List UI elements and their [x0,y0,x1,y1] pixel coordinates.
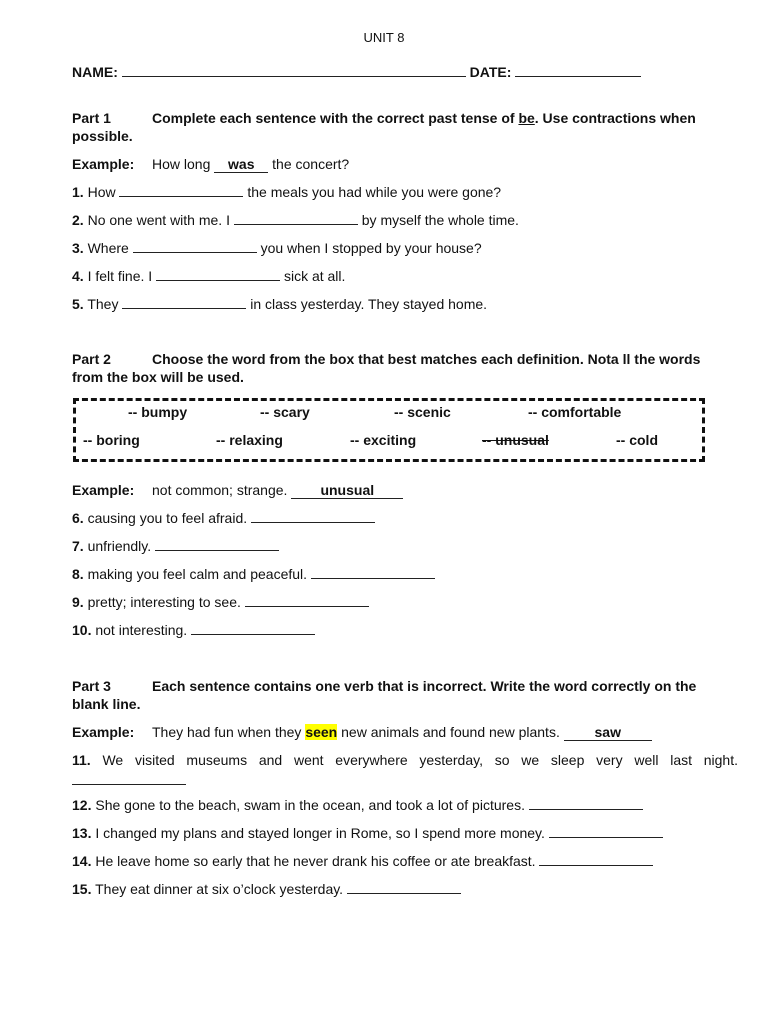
word-unusual-crossed: -- unusual [482,432,549,448]
question-text: We visited museums and went everywhere yesterday, so we sleep very well last night. [102,752,738,768]
question-10 [72,622,315,638]
date-field[interactable] [515,64,641,77]
part1-instruction-end: . Use contractions when [534,110,696,126]
question-number: 14. [72,853,92,869]
question-number: 5. [72,296,84,312]
example-label: Example: [72,156,135,172]
question-text: How [87,184,116,200]
question-number: 10. [72,622,92,638]
question-number: 11. [72,752,91,768]
answer-blank-1[interactable] [119,184,243,197]
question-number: 2. [72,212,84,228]
answer-blank-2[interactable] [234,212,358,225]
part2-instruction-cont: from the box will be used. [72,369,244,385]
question-text-end: by myself the whole time. [361,212,519,228]
question-15 [72,881,461,897]
word-bumpy: -- bumpy [128,404,188,420]
word-scenic: -- scenic [394,404,451,420]
question-text: making you feel calm and peaceful. [87,566,308,582]
question-text-end: the meals you had while you were gone? [247,184,502,200]
question-text: Where [87,240,129,256]
answer-blank-11[interactable] [72,772,186,785]
part2-example [72,482,403,499]
part1-instruction-be: be [518,110,535,126]
question-13 [72,825,663,841]
highlighted-verb: seen [305,724,338,740]
name-label: NAME: [72,64,118,80]
answer-blank-4[interactable] [156,268,280,281]
question-text: He leave home so early that he never drank his coffee or ate breakfast. [95,853,536,869]
name-date-row [72,64,641,80]
part3-instruction-cont: blank line. [72,696,141,712]
question-text-end: in class yesterday. They stayed home. [250,296,488,312]
word-exciting: -- exciting [350,432,417,448]
question-11 [72,752,738,768]
question-2 [72,212,519,228]
answer-blank-5[interactable] [122,296,246,309]
answer-blank-6[interactable] [251,510,375,523]
question-text: causing you to feel afraid. [87,510,248,526]
question-7 [72,538,279,554]
example-text-end: new animals and found new plants. [341,724,560,740]
part1-label: Part 1 [72,110,111,126]
word-cold: -- cold [616,432,658,448]
question-text: I felt fine. I [87,268,153,284]
example-label: Example: [72,724,135,740]
answer-blank-14[interactable] [539,853,653,866]
question-number: 7. [72,538,84,554]
question-number: 8. [72,566,84,582]
question-number: 3. [72,240,84,256]
word-scary: -- scary [260,404,310,420]
date-label: DATE: [469,64,512,80]
example-text-end: the concert? [272,156,350,172]
word-boring: -- boring [83,432,140,448]
question-12 [72,797,643,813]
question-text: No one went with me. I [87,212,230,228]
example-answer: was [214,156,268,173]
answer-blank-10[interactable] [191,622,315,635]
question-11-blank-row [72,772,186,788]
example-text: They had fun when they [152,724,302,740]
question-1 [72,184,501,200]
question-8 [72,566,435,582]
question-text: They eat dinner at six o’clock yesterday. [95,881,344,897]
part3-example [72,724,652,741]
question-number: 12. [72,797,92,813]
question-number: 13. [72,825,92,841]
answer-blank-15[interactable] [347,881,461,894]
part2-heading [72,351,700,367]
part3-instruction: Each sentence contains one verb that is incorrect. Write the word correctly on the [152,678,697,694]
question-number: 15. [72,881,92,897]
answer-blank-3[interactable] [133,240,257,253]
question-9 [72,594,369,610]
example-text: How long [152,156,211,172]
question-number: 4. [72,268,84,284]
example-answer: unusual [291,482,403,499]
question-14 [72,853,653,869]
part2-instruction: Choose the word from the box that best matches each definition. Nota ll the words [152,351,701,367]
question-text: They [87,296,119,312]
word-comfortable: -- comfortable [528,404,622,420]
question-text: She gone to the beach, swam in the ocean, and took a lot of pictures. [95,797,525,813]
question-number: 1. [72,184,84,200]
question-number: 9. [72,594,84,610]
question-text-end: sick at all. [283,268,346,284]
answer-blank-12[interactable] [529,797,643,810]
part2-label: Part 2 [72,351,111,367]
question-4 [72,268,345,284]
question-text: pretty; interesting to see. [87,594,241,610]
part1-heading [72,110,696,126]
word-box [73,398,705,462]
part1-example [72,156,349,173]
question-text-end: you when I stopped by your house? [260,240,482,256]
example-answer: saw [564,724,652,741]
answer-blank-8[interactable] [311,566,435,579]
part1-instruction-cont: possible. [72,128,133,144]
part3-label: Part 3 [72,678,111,694]
part3-heading [72,678,696,694]
part1-instruction: Complete each sentence with the correct past tense of [152,110,519,126]
word-relaxing: -- relaxing [216,432,283,448]
name-field[interactable] [122,64,466,77]
example-text: not common; strange. [152,482,288,498]
question-text: unfriendly. [87,538,152,554]
question-text: I changed my plans and stayed longer in Rome, so I spend more money. [95,825,545,841]
question-6 [72,510,375,526]
question-5 [72,296,487,312]
answer-blank-7[interactable] [155,538,279,551]
answer-blank-9[interactable] [245,594,369,607]
answer-blank-13[interactable] [549,825,663,838]
page-title: UNIT 8 [363,30,405,45]
example-label: Example: [72,482,135,498]
question-text: not interesting. [95,622,188,638]
question-3 [72,240,482,256]
question-number: 6. [72,510,84,526]
